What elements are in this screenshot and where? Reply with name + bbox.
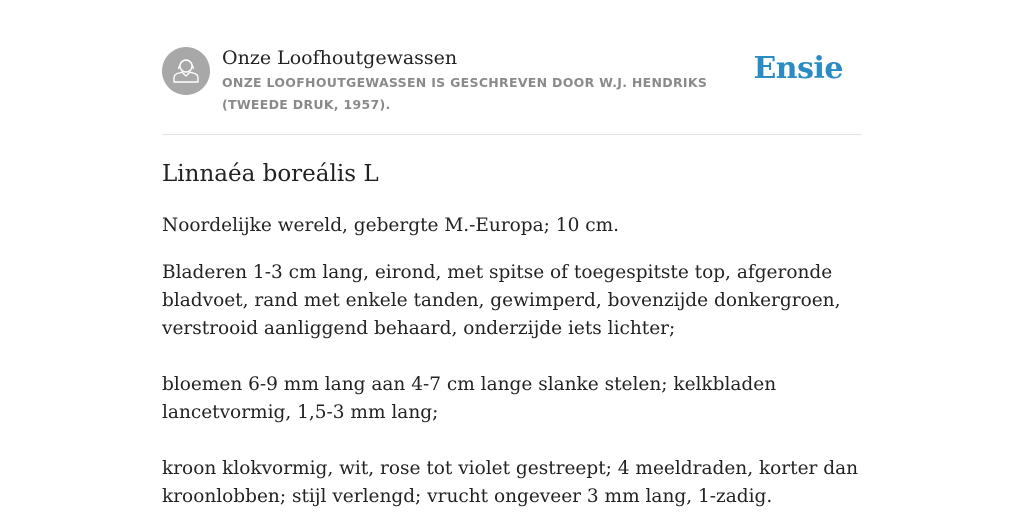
book-title[interactable]: Onze Loofhoutgewassen <box>222 47 458 69</box>
page <box>162 0 862 507</box>
entry-title: Linnaéa boreális L <box>162 161 379 187</box>
header <box>162 0 862 135</box>
entry-paragraph: kroon klokvormig, wit, rose tot violet gestreept; 4 meeldraden, korter dan kroonlobben; stijl verlengd; vrucht ongeveer 3 mm lang, 1-zadig. <box>162 458 859 507</box>
avatar-svg <box>162 47 210 95</box>
entry-paragraph: Bladeren 1-3 cm lang, eirond, met spitse of toegespitste top, afgeronde bladvoet, rand met enkele tanden, gewimperd, bovenzijde donkergroen, verstrooid aanliggend behaard, onderzijde iets lichter; <box>162 262 841 339</box>
entry-paragraph: bloemen 6-9 mm lang aan 4-7 cm lange slanke stelen; kelkbladen lancetvormig, 1,5-3 mm lang; <box>162 374 777 423</box>
user-avatar-icon[interactable] <box>162 47 210 95</box>
book-description: ONZE LOOFHOUTGEWASSEN IS GESCHREVEN DOOR W.J. HENDRIKS (TWEEDE DRUK, 1957). <box>222 75 708 112</box>
entry-paragraph: Noordelijke wereld, gebergte M.-Europa; 10 cm. <box>162 215 619 236</box>
ensie-logo[interactable]: Ensie <box>753 51 843 86</box>
